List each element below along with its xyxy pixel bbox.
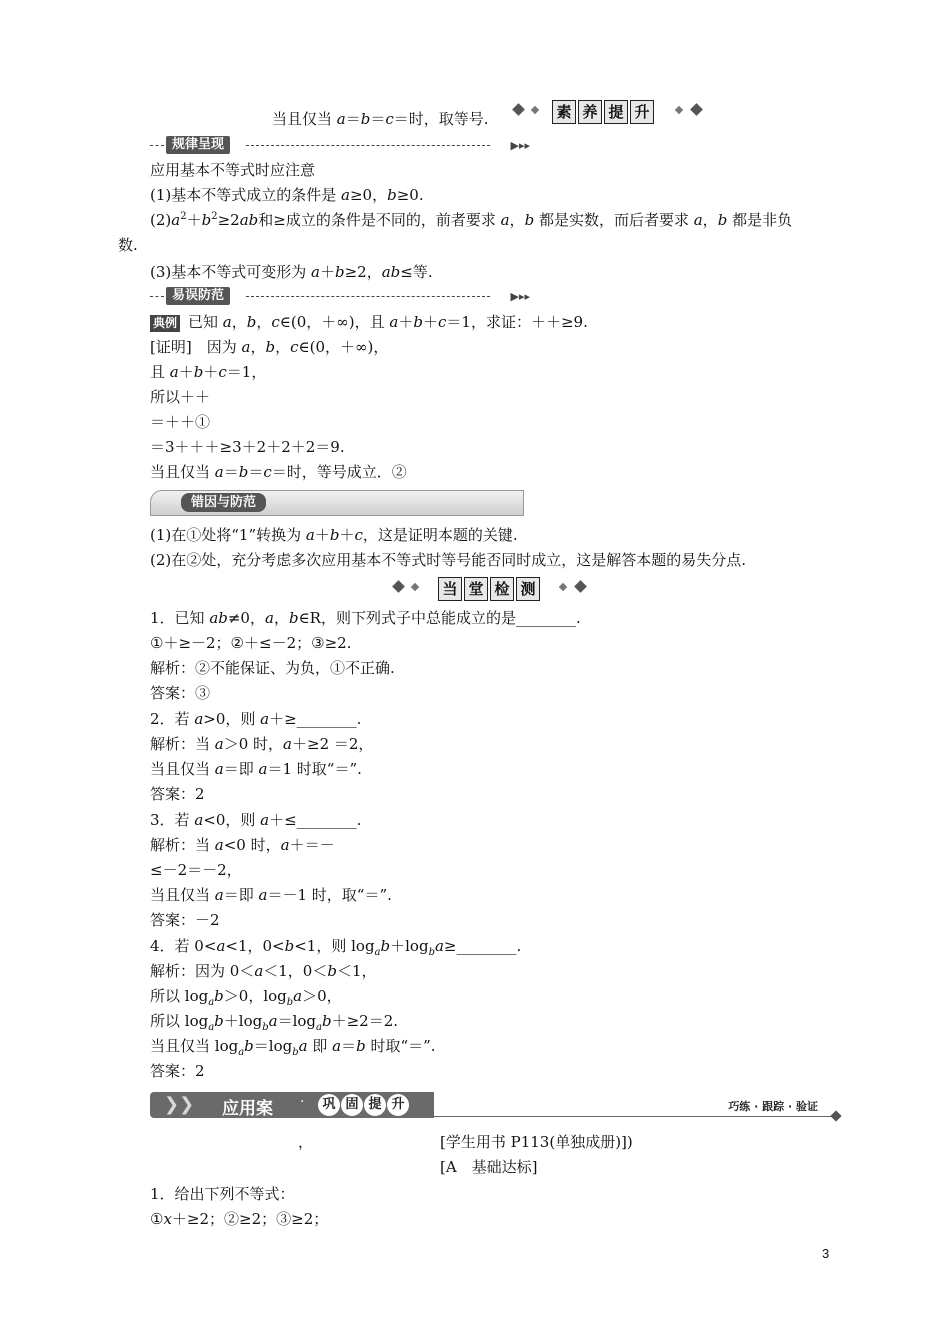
check-q3-solution-3: 当且仅当 a＝即 a＝－1 时，取“＝”.: [150, 886, 392, 904]
check-question-3: 3．若 a<0，则 a＋≤________.: [150, 811, 362, 829]
diamond-icon: [690, 103, 703, 116]
diamond-icon: [411, 583, 419, 591]
check-q2-solution: 解析：当 a＞0 时，a＋≥2 ＝2，: [150, 735, 374, 753]
cause-point-1: (1)在①处将“1”转换为 a＋b＋c，这是证明本题的关键.: [150, 526, 518, 544]
stray-comma: ，: [298, 1133, 314, 1151]
check-q3-solution: 解析：当 a<0 时，a＋＝－: [150, 836, 335, 854]
rules-item-2-cont: 数.: [118, 236, 138, 254]
check-q4-answer: 答案：2: [150, 1062, 205, 1080]
cause-point-2: (2)在②处，充分考虑多次应用基本不等式时等号能否同时成立，这是解答本题的易失分点.: [150, 551, 747, 569]
check-q2-answer: 答案：2: [150, 785, 205, 803]
check-q1-answer: 答案：③: [150, 684, 211, 702]
equality-note: 当且仅当 a＝b＝c＝时，取等号.: [272, 110, 489, 128]
exercise-question-1: 1．给出下列不等式：: [150, 1185, 295, 1203]
example-problem: 典例 已知 a，b，c∈(0，＋∞)，且 a＋b＋c＝1，求证：＋＋≥9.: [150, 312, 588, 332]
proof-line-4: ＝＋＋①: [150, 413, 211, 431]
cause-banner: 错因与防范: [150, 490, 524, 516]
check-q4-solution-3: 所以 $\log_ab+\log_ba=\log_ab+\ge 2=2$.: [150, 1012, 399, 1033]
diamond-icon: [830, 1110, 841, 1121]
banner-right-text: 巧练 · 跟踪 · 验证: [728, 1100, 818, 1113]
rules-intro: 应用基本不等式时应注意: [150, 161, 316, 179]
rules-item-1: (1)基本不等式成立的条件是 a≥0，b≥0.: [150, 186, 424, 204]
proof-line-5: ＝3＋＋＋≥3＋2＋2＋2＝9.: [150, 438, 345, 456]
check-q4-solution-2: 所以 $\log_ab>0$，$\log_ba>0$，: [150, 987, 342, 1008]
proof-line-1: [证明] 因为 a，b，c∈(0，＋∞)，: [150, 338, 389, 356]
section-header-rules: 规律呈现 ▶▸▸: [150, 136, 530, 156]
proof-line-2: 且 a＋b＋c＝1，: [150, 363, 267, 381]
diamond-icon: [512, 103, 525, 116]
check-q1-options: ①＋≥－2；②＋≤－2；③≥2.: [150, 634, 352, 652]
diamond-icon: [531, 106, 539, 114]
section-title-literacy: 素 养 提 升: [552, 100, 654, 124]
exercise-q1-options: ①x＋≥2；②≥2；③≥2；: [150, 1210, 329, 1228]
rules-item-3: (3)基本不等式可变形为 a＋b≥2，ab≤等.: [150, 263, 433, 281]
check-q3-solution-2: ≤－2＝－2，: [150, 861, 242, 879]
page-number: 3: [822, 1246, 830, 1261]
check-q1-solution: 解析：②不能保证、为负，①不正确.: [150, 659, 395, 677]
level-heading: [A 基础达标]: [440, 1158, 538, 1176]
diamond-icon: [559, 583, 567, 591]
diamond-icon: [392, 580, 405, 593]
section-header-errors: 易误防范 ▶▸▸: [150, 287, 530, 307]
check-q4-solution: 解析：因为 0＜a＜1，0＜b＜1，: [150, 962, 377, 980]
diamond-icon: [675, 106, 683, 114]
book-reference: [学生用书 P113(单独成册)]): [440, 1133, 633, 1151]
section-title-check: 当 堂 检 测: [438, 577, 540, 601]
rules-item-2: $(2)a^2+b^2\ge 2ab$和≥成立的条件是不同的，前者要求 a，b 都是实数，而后者要求 a，b 都是非负: [150, 211, 793, 229]
check-q4-solution-4: 当且仅当 $\log_ab=\log_ba$ 即 a＝b 时取“＝”.: [150, 1037, 436, 1058]
proof-line-3: 所以＋＋: [150, 388, 211, 406]
check-question-1: 1．已知 ab≠0，a，b∈R，则下列式子中总能成立的是________.: [150, 609, 581, 627]
diamond-icon: [574, 580, 587, 593]
check-q2-solution-2: 当且仅当 a＝即 a＝1 时取“＝”.: [150, 760, 362, 778]
example-tag: 典例: [150, 315, 180, 332]
check-question-4: 4．若 0<a<1，0<b<1，则 $\log_ab+\log_ba\ge\_\_\_\_\_\_\_\_$.: [150, 937, 522, 958]
check-question-2: 2．若 a>0，则 a＋≥________.: [150, 710, 362, 728]
double-chevron-icon: ❯❯: [164, 1094, 195, 1115]
check-q3-answer: 答案：－2: [150, 911, 220, 929]
application-banner: ❯❯ 应用案 · 巩 固 提 升 巧练 · 跟踪 · 验证: [150, 1092, 840, 1118]
proof-line-6: 当且仅当 a＝b＝c＝时，等号成立．②: [150, 463, 407, 481]
